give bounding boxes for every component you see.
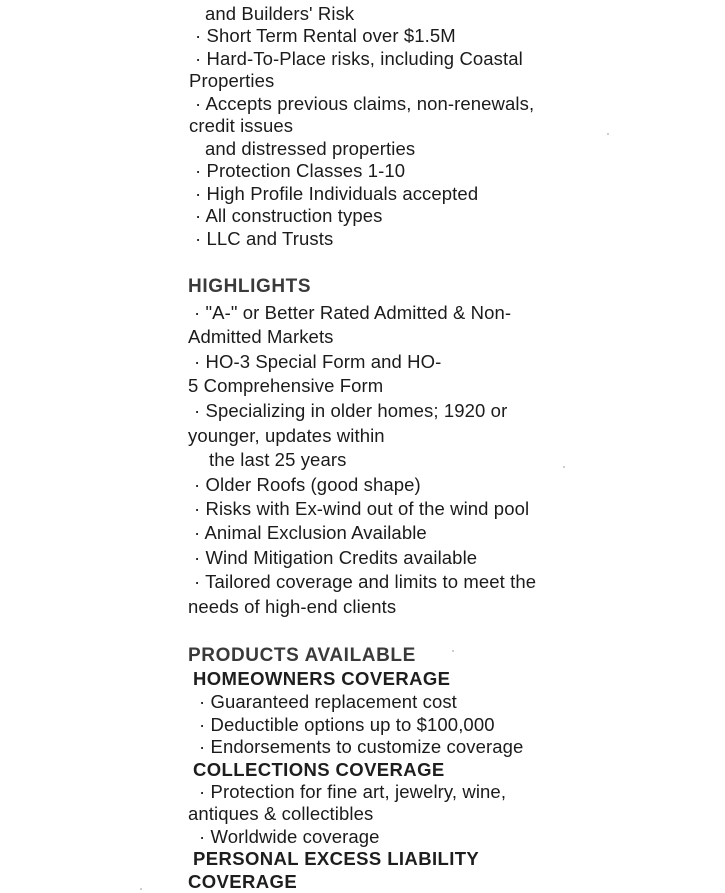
collections-coverage-title: COLLECTIONS COVERAGE [193, 759, 445, 780]
homeowners-line: · Deductible options up to $100,000 [199, 714, 495, 735]
excess-liability-title: PERSONAL EXCESS LIABILITY [193, 848, 480, 869]
eligibility-line: · All construction types [195, 205, 383, 226]
homeowners-line: · Endorsements to customize coverage [199, 736, 524, 757]
collections-line: · Protection for fine art, jewelry, wine, [199, 781, 507, 802]
eligibility-line: and Builders' Risk [205, 3, 355, 24]
homeowners-line: · Guaranteed replacement cost [199, 691, 457, 712]
homeowners-coverage-title: HOMEOWNERS COVERAGE [193, 668, 451, 689]
highlights-line: · Specializing in older homes; 1920 or [194, 400, 508, 421]
highlights-line: · Older Roofs (good shape) [194, 474, 421, 495]
eligibility-line: and distressed properties [205, 138, 416, 159]
highlights-line: · "A-" or Better Rated Admitted & Non- [194, 302, 512, 323]
highlights-heading: HIGHLIGHTS [188, 276, 312, 297]
eligibility-line: · Short Term Rental over $1.5M [195, 25, 456, 46]
highlights-line: Admitted Markets [188, 326, 334, 347]
scan-speck [452, 650, 454, 652]
highlights-line: · HO-3 Special Form and HO- [194, 351, 442, 372]
highlights-line: needs of high-end clients [188, 596, 397, 617]
highlights-line: · Tailored coverage and limits to meet the [194, 571, 537, 592]
collections-line: · Worldwide coverage [199, 826, 380, 847]
highlights-line: · Animal Exclusion Available [194, 522, 427, 543]
highlights-line: · Wind Mitigation Credits available [194, 547, 478, 568]
eligibility-line: · LLC and Trusts [195, 228, 334, 249]
highlights-line: · Risks with Ex-wind out of the wind pool [194, 498, 530, 519]
products-heading: PRODUCTS AVAILABLE [188, 645, 416, 666]
excess-liability-title-cont: COVERAGE [188, 871, 298, 892]
eligibility-line: · High Profile Individuals accepted [195, 183, 479, 204]
scan-speck [563, 466, 565, 468]
eligibility-line: Properties [189, 70, 275, 91]
collections-line: antiques & collectibles [188, 803, 374, 824]
eligibility-line: credit issues [189, 115, 294, 136]
eligibility-line: · Hard-To-Place risks, including Coastal [195, 48, 523, 69]
scan-speck [140, 888, 142, 890]
highlights-line: 5 Comprehensive Form [188, 375, 384, 396]
eligibility-line: · Protection Classes 1-10 [195, 160, 406, 181]
highlights-line: the last 25 years [209, 449, 347, 470]
highlights-line: younger, updates within [188, 425, 385, 446]
eligibility-line: · Accepts previous claims, non-renewals, [195, 93, 535, 114]
scan-speck [607, 133, 609, 135]
